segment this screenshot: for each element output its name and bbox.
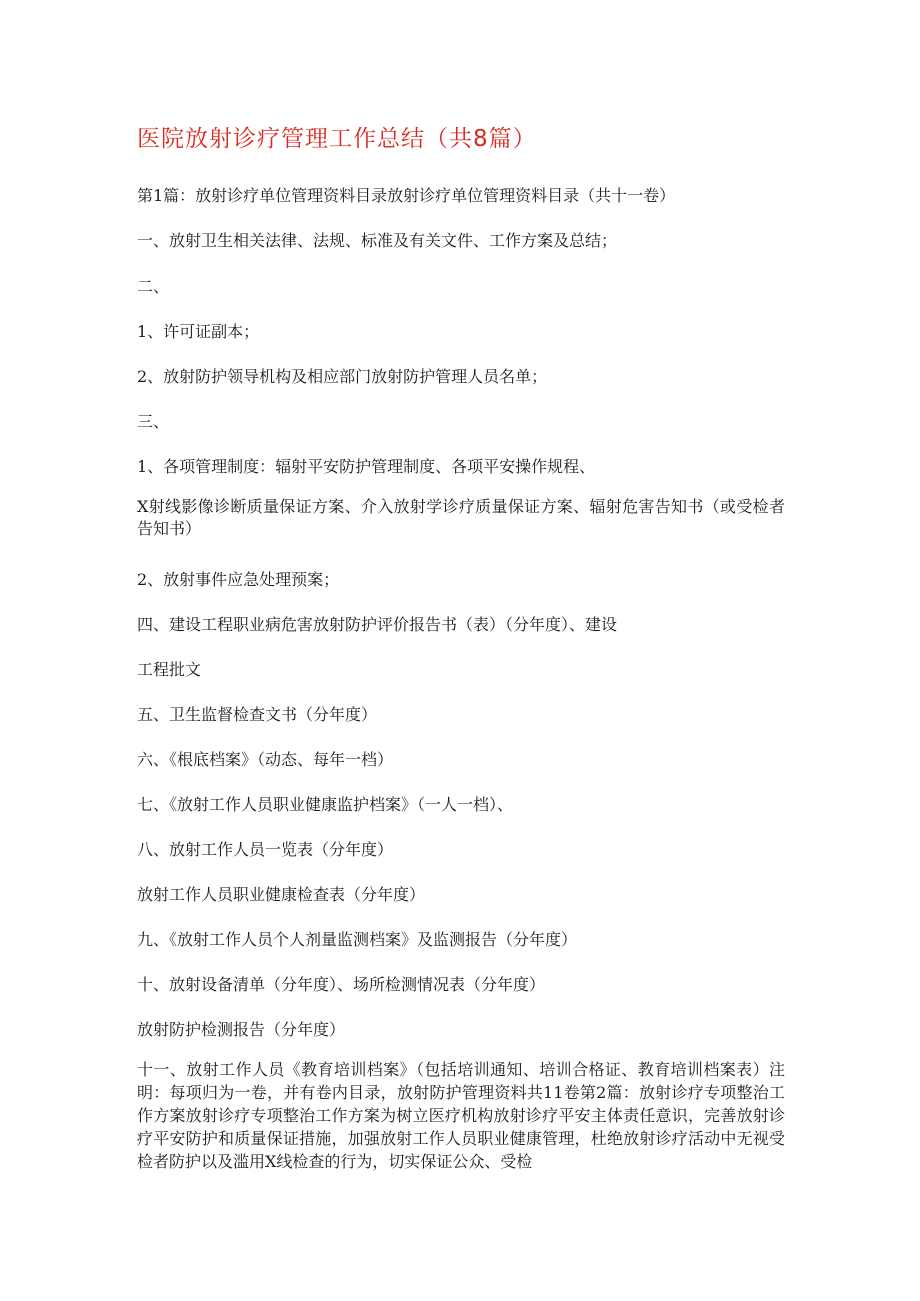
paragraph-item-1: 一、放射卫生相关法律、法规、标准及有关文件、工作方案及总结； bbox=[137, 231, 618, 250]
paragraph-item-8: 八、放射工作人员一览表（分年度） bbox=[137, 840, 394, 859]
paragraph-item-2: 二、 bbox=[137, 277, 170, 296]
paragraph-item-11: 十一、放射工作人员《教育培训档案》（包括培训通知、培训合格证、教育培训档案表）注明：每项归为一卷，并有卷内目录，放射防护管理资料共11卷第2篇：放射诊疗专项整治工作方案放射诊疗专项整治工作方案为树立医疗机构放射诊疗平安主体责任意识，完善放射诊疗平安防护和质量保证措施，加强放射工作人员职业健康管理，杜绝放射诊疗活动中无视受检者防护以及滥用X线检查的行为，切实保证公众、受检 bbox=[137, 1060, 785, 1171]
paragraph-item-2-1: 1、许可证副本； bbox=[137, 322, 260, 341]
paragraph-item-5: 五、卫生监督检查文书（分年度） bbox=[137, 705, 378, 724]
paragraph-item-7: 七、《放射工作人员职业健康监护档案》（一人一档）、 bbox=[137, 795, 514, 814]
paragraph-item-3: 三、 bbox=[137, 412, 170, 431]
paragraph-item-8-cont: 放射工作人员职业健康检查表（分年度） bbox=[137, 885, 426, 904]
paragraph-item-3-1-cont: X射线影像诊断质量保证方案、介入放射学诊疗质量保证方案、辐射危害告知书（或受检者告知书） bbox=[137, 497, 785, 538]
paragraph-item-4: 四、建设工程职业病危害放射防护评价报告书（表）（分年度）、建设 bbox=[137, 615, 618, 634]
paragraph-chapter-1-heading: 第1篇：放射诊疗单位管理资料目录放射诊疗单位管理资料目录（共十一卷） bbox=[137, 186, 676, 205]
paragraph-item-4-cont: 工程批文 bbox=[137, 660, 202, 679]
paragraph-item-9: 九、《放射工作人员个人剂量监测档案》及监测报告（分年度） bbox=[137, 930, 578, 949]
paragraph-item-2-2: 2、放射防护领导机构及相应部门放射防护管理人员名单； bbox=[137, 367, 548, 386]
paragraph-item-10: 十、放射设备清单（分年度）、场所检测情况表（分年度） bbox=[137, 975, 546, 994]
paragraph-item-6: 六、《根底档案》（动态、每年一档） bbox=[137, 750, 394, 769]
paragraph-item-3-1: 1、各项管理制度：辐射平安防护管理制度、各项平安操作规程、 bbox=[137, 457, 596, 476]
paragraph-item-10-cont: 放射防护检测报告（分年度） bbox=[137, 1020, 346, 1039]
document-title: 医院放射诊疗管理工作总结（共8篇） bbox=[137, 126, 537, 152]
paragraph-item-3-2: 2、放射事件应急处理预案； bbox=[137, 570, 340, 589]
